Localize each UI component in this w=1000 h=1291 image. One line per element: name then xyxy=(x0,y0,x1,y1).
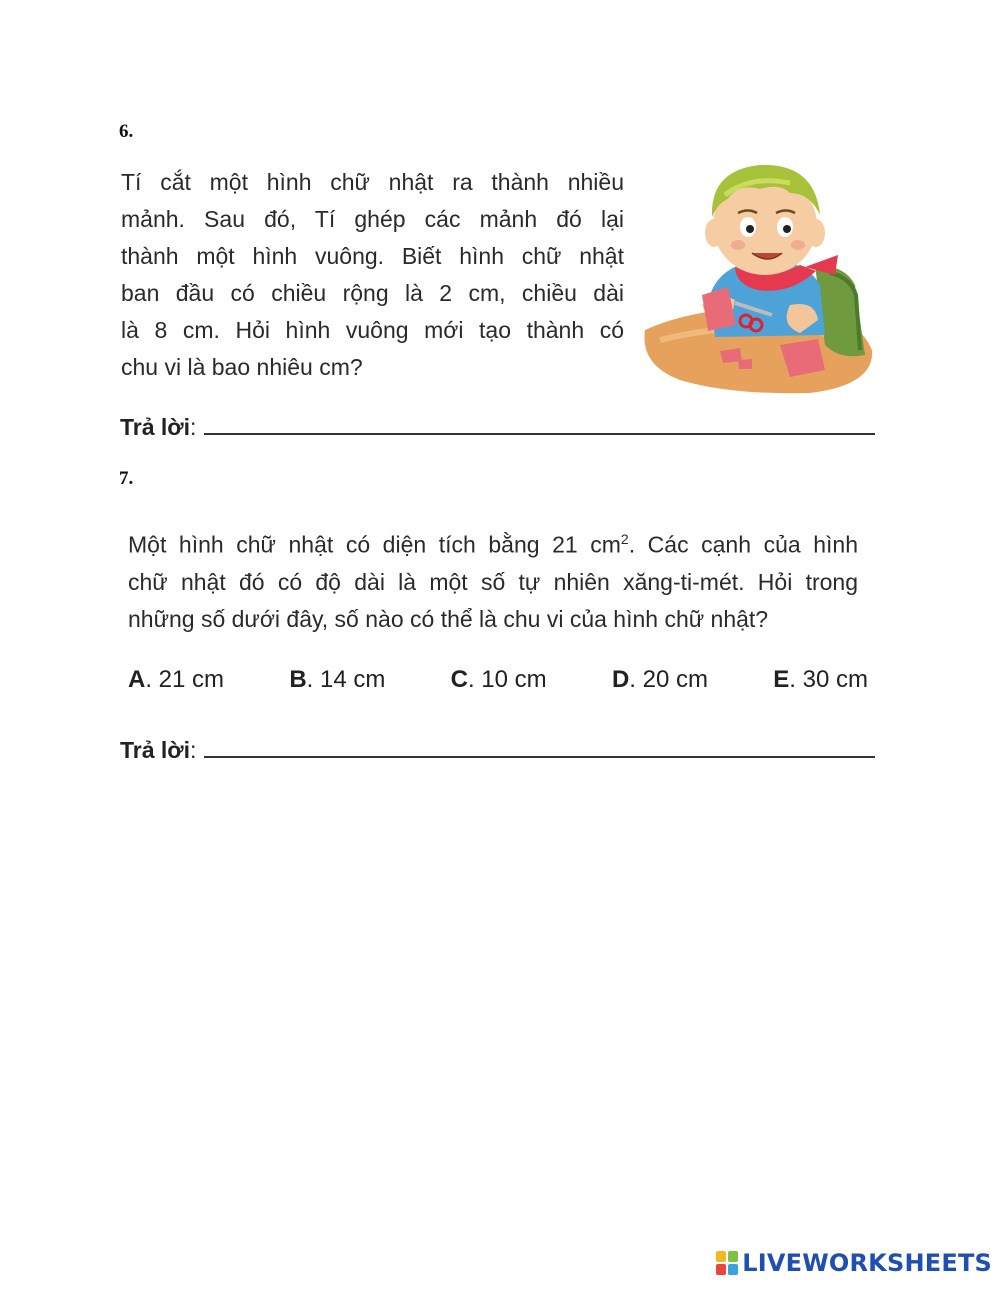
option-c[interactable]: C. 10 cm xyxy=(450,666,547,693)
logo-text: LIVEWORKSHEETS xyxy=(742,1249,992,1277)
question-7-line: những số dưới đây, số nào có thể là chu vi của hình chữ nhật? xyxy=(128,605,769,632)
option-d[interactable]: D. 20 cm xyxy=(611,666,708,693)
question-6-number: 6. xyxy=(119,121,134,142)
question-7-text xyxy=(128,521,858,638)
question-7-answer-field[interactable] xyxy=(204,756,875,758)
question-6-line: thành một hình vuông. Biết hình chữ nhật xyxy=(121,243,624,269)
question-7-options xyxy=(128,666,868,694)
boy-cutting-paper-illustration xyxy=(640,155,880,400)
question-6-line: là 8 cm. Hỏi hình vuông mới tạo thành có xyxy=(121,317,624,343)
question-6-line: Tí cắt một hình chữ nhật ra thành nhiều xyxy=(121,169,624,195)
question-7-line xyxy=(128,521,858,564)
question-6-text xyxy=(121,164,624,386)
question-7-answer-row xyxy=(120,728,875,764)
option-e[interactable]: E. 30 cm xyxy=(773,666,868,693)
question-7-line-text: . Các cạnh của hình xyxy=(628,531,858,558)
superscript: 2 xyxy=(620,531,629,547)
question-7-line: chữ nhật đó có độ dài là một số tự nhiên xăng-ti-mét. Hỏi trong xyxy=(128,568,858,595)
question-6-line: chu vi là bao nhiêu cm? xyxy=(121,354,363,380)
question-6-line: mảnh. Sau đó, Tí ghép các mảnh đó lại xyxy=(121,206,624,232)
question-7-number: 7. xyxy=(119,468,134,489)
answer-label: Trả lời: xyxy=(120,737,197,763)
question-6-line: ban đầu có chiều rộng là 2 cm, chiều dài xyxy=(121,280,624,306)
question-6-answer-field[interactable] xyxy=(204,433,875,435)
question-7-line-text: Một hình chữ nhật có diện tích bằng 21 cm xyxy=(128,531,621,558)
option-a[interactable]: A. 21 cm xyxy=(128,666,225,693)
liveworksheets-logo-icon xyxy=(716,1251,738,1275)
answer-label: Trả lời: xyxy=(120,414,197,440)
question-6-answer-row xyxy=(120,405,875,441)
liveworksheets-logo[interactable] xyxy=(716,1249,992,1277)
option-b[interactable]: B. 14 cm xyxy=(289,666,386,693)
